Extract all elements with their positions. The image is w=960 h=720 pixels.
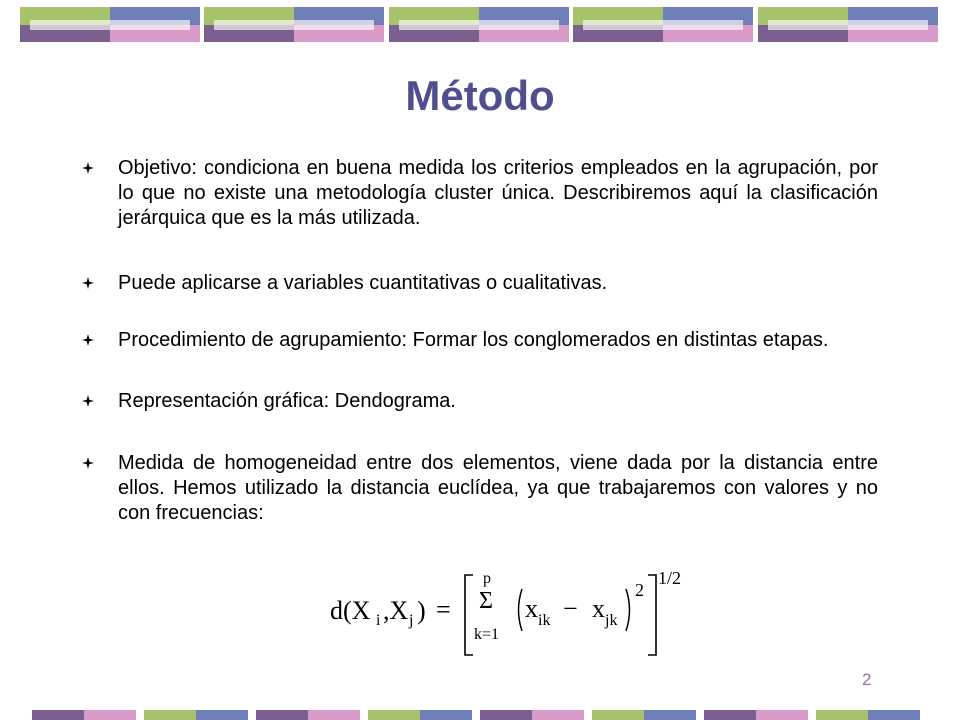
formula-sum-lower: k=1	[474, 626, 500, 643]
formula-right-paren	[624, 588, 634, 632]
top-banner-tile	[204, 7, 384, 42]
formula-lhs-sub-i: i	[376, 612, 381, 629]
top-decorative-banner	[0, 0, 960, 50]
formula-left-paren	[514, 588, 524, 632]
bullet-item	[78, 156, 878, 231]
formula-lhs-comma-x: ,X	[383, 596, 409, 625]
page-number: 2	[862, 670, 872, 689]
diamond-bullet-icon	[82, 457, 94, 469]
bullet-text: Procedimiento de agrupamiento: Formar los conglomerados en distintas etapas.	[118, 329, 829, 351]
bullet-text: Representación gráfica: Dendograma.	[118, 390, 456, 412]
formula-lhs-d: d(X	[330, 596, 371, 625]
bullet-text: Puede aplicarse a variables cuantitativas o cualitativas.	[118, 272, 608, 294]
bottom-decorative-stripe	[0, 710, 960, 720]
formula-sum-symbol: Σ	[479, 588, 493, 614]
top-banner-tile	[20, 7, 200, 42]
formula-lhs-close-paren: )	[417, 596, 426, 625]
formula-sum-upper: p	[483, 570, 491, 587]
diamond-bullet-icon	[82, 334, 94, 346]
formula-x-jk-sub: jk	[605, 612, 618, 629]
slide-title: Método	[405, 72, 555, 119]
bullet-item	[78, 389, 878, 414]
formula-x-ik-sub: ik	[538, 612, 551, 629]
bullet-item	[78, 328, 878, 353]
formula-right-bracket	[646, 574, 658, 656]
bullet-text: Medida de homogeneidad entre dos elementos, viene dada por la distancia entre ellos. Hemos utilizado la distancia euclídea, ya que trabajaremos con valores y no con frecuencias:	[118, 452, 878, 524]
bullet-item	[78, 451, 878, 526]
top-banner-tile	[573, 7, 753, 42]
top-banner-tile	[758, 7, 938, 42]
euclidean-distance-formula	[330, 568, 690, 660]
formula-square-exponent: 2	[635, 580, 644, 600]
formula-minus: −	[563, 594, 578, 623]
diamond-bullet-icon	[82, 395, 94, 407]
formula-x-jk: x	[592, 594, 605, 623]
bullet-text: Objetivo: condiciona en buena medida los criterios empleados en la agrupación, por lo que no existe una metodología cluster única. Describiremos aquí la clasificación jerárquica que es la más utilizada.	[118, 157, 878, 229]
formula-root-exponent: 1/2	[658, 568, 682, 588]
bullet-list	[78, 156, 878, 526]
formula-lhs-sub-j: j	[409, 612, 414, 629]
formula-x-ik: x	[525, 594, 538, 623]
formula-equals: =	[436, 595, 451, 624]
diamond-bullet-icon	[82, 162, 94, 174]
diamond-bullet-icon	[82, 277, 94, 289]
bullet-item	[78, 271, 878, 296]
top-banner-tile	[389, 7, 569, 42]
